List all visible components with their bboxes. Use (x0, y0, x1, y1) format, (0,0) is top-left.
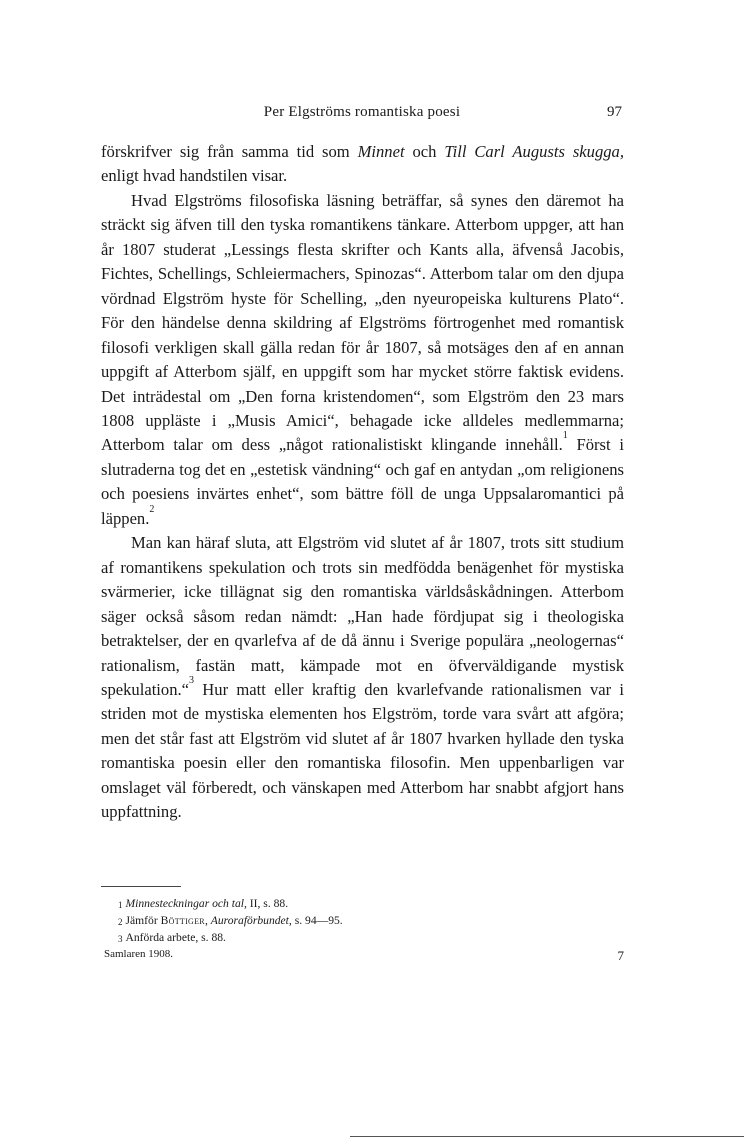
footnote-ref-2: 2 (149, 503, 155, 515)
paragraph-2-text: Hvad Elgströms filosofiska läsning beträffar, så synes den däremot ha sträckt sig äfven till den tyska romantikens tänkare. Atterbom uppger, att han år 1807 studerat „Lessings flesta skrifter och Kants alla, äfvenså Jacobis, Fichtes, Schellings, Schleiermachers, Spinozas“. Atterbom talar om den djupa vördnad Elgström hyste för Schelling, „den nyeuropeiska kulturens Plato“. För den händelse denna skildring af Elgströms förtrogenhet med romantisk filosofi verkligen skall gälla redan för år 1807, så motsäges den af en annan uppgift af Atterbom själf, en uppgift som har mycket större faktisk evidens. Det inträdestal om „Den forna kristendomen“, som Elgström den 23 mars 1808 uppläste i „Musis Amici“, behagade icke alldeles medlemmarna; Atterbom talar om dess „något rationalistiskt klingande innehåll. (101, 190, 624, 455)
title-till-carl-augusts-skugga: Till Carl Augusts skugga, (444, 142, 624, 161)
footnote-divider (101, 886, 181, 887)
journal-signature: Samlaren 1908. (104, 948, 174, 960)
scan-edge-line (350, 1136, 744, 1137)
footnote-number: 1 (118, 900, 123, 910)
paragraph-2-text: Först i slutraderna tog det en „estetisk vändning“ och gaf en antydan „om religionens och poesiens invärtes enhet“, som bättre föll de unga Uppsalaromantici på läppen. (101, 435, 624, 528)
footnote-text: Anförda arbete, s. 88. (125, 930, 226, 944)
footnote-text: , (204, 913, 211, 927)
title-minnet: Minnet (357, 142, 405, 161)
paragraph-1 (101, 140, 624, 189)
footnotes (118, 896, 538, 946)
paragraph-1-text: förskrifver sig från samma tid som (101, 142, 358, 161)
main-text (101, 140, 624, 825)
paragraph-1-text: och (404, 142, 445, 161)
footnote-author: Böttiger (160, 913, 205, 927)
footnote-1 (118, 896, 538, 913)
paragraph-3-text: Hur matt eller kraftig den kvarlefvande rationalismen var i striden mot de mystiska elementen hos Elgström, torde vara svårt att afgöra; men det står fast att Elgström vid slutet af år 1807 hvarken hyllade den tyska romantiska poesin eller den romantiska filosofin. Men uppenbarligen var omslaget väl förberedt, och vänskapen med Atterbom har snabbt afgjort hans uppfattning. (101, 679, 624, 822)
footnote-title: Minnesteckningar och tal, (125, 897, 247, 910)
footnote-number: 2 (118, 916, 123, 927)
page-header (100, 104, 624, 128)
footnote-text: Jämför (125, 913, 161, 927)
page-number: 97 (607, 104, 622, 120)
paragraph-1-text: enligt hvad handstilen visar. (101, 166, 288, 186)
footnote-2 (118, 913, 538, 930)
running-title: Per Elgströms romantiska poesi (263, 104, 461, 120)
footnote-text: s. 94—95. (291, 913, 343, 927)
footnote-text: II, s. 88. (246, 897, 289, 910)
footnote-3 (118, 930, 538, 947)
paragraph-3-text: Man kan häraf sluta, att Elgström vid slutet af år 1807, trots sitt studium af romantikens spekulation och trots sin medfödda benägenhet för mystiska svärmerier, icke tillägnat sig den romantiska världsåskådningen. Atterbom säger också såsom redan nämdt: „Han hade fördjupat sig i theologiska betraktelser, der en qvarlefva af de då ännu i Sverige populära „neologernas“ rationalism, fastän matt, kämpade mot en öfverväldigande mystisk spekulation.“ (101, 533, 624, 699)
signature-mark: 7 (617, 948, 624, 963)
signature-line (101, 948, 624, 966)
paragraph-3 (101, 531, 624, 824)
footnote-ref-1: 1 (562, 430, 568, 442)
footnote-number: 3 (118, 933, 123, 944)
footnote-title: Auroraförbundet, (210, 913, 292, 927)
paragraph-2 (101, 189, 624, 531)
footnote-ref-3: 3 (189, 674, 195, 686)
